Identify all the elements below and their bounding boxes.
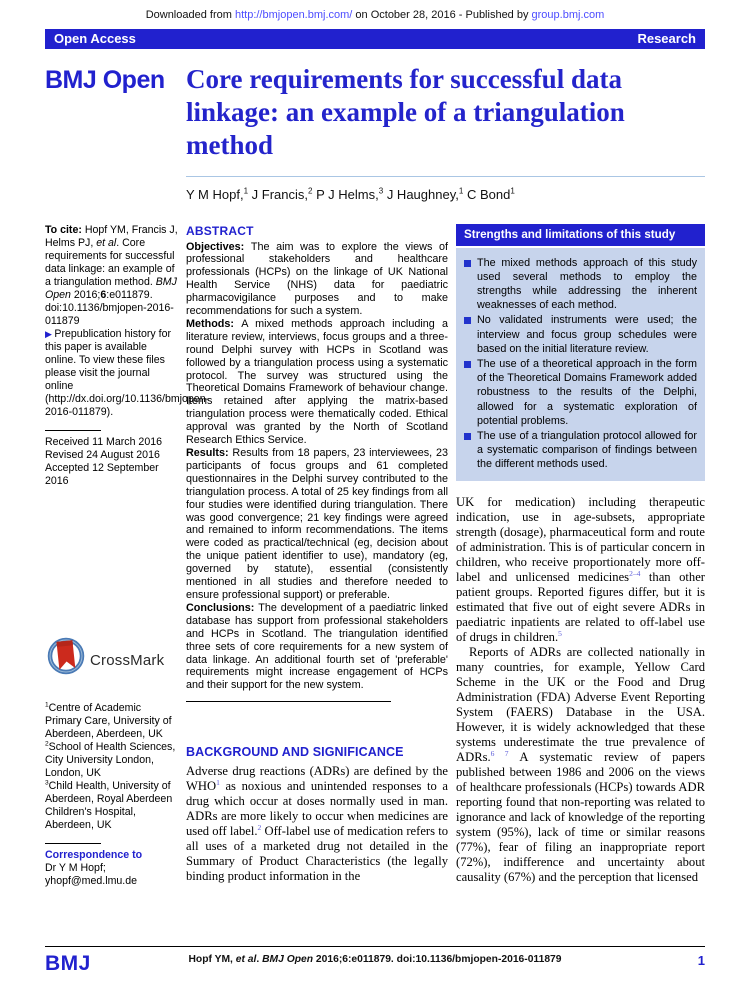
title-block [186, 63, 705, 202]
article-dates [45, 436, 178, 488]
revised-date: Revised 24 August 2016 [45, 448, 160, 461]
body-paragraph-2: Reports of ADRs are collected nationally in many countries, for example, Yellow Card Scheme in the UK or the Food and Drug Administration (FDA) Adverse Event Reporting System (FAERS) Database in the USA. However, it is widely acknowledged that these systems underestimate the true prevalence of ADRs.$^{6 7}$ A systematic review of papers published between 1986 and 2006 on the views of healthcare professionals (HCPs) towards ADR reporting found that non-reporting was related to ignorance and lack of knowledge of the reporting system (95%), lack of time or similar reasons (77%), fear of filing an inappropriate report (72%), indifference and uncertainty about causality (67%) and the perception that licensed [456, 644, 706, 884]
abstract-objectives: Objectives: The aim was to explore the views of professional stakeholders and healthcare professionals (HCPs) on the linkage of UK National Health Service (NHS) data for paediatric pharmacovigilance purposes and to make recommendations for such a system. [186, 240, 448, 318]
bmj-logo: BMJ [45, 952, 91, 975]
strengths-box-body [456, 248, 705, 481]
main-content [45, 224, 705, 888]
accepted-date: Accepted 12 September 2016 [45, 461, 159, 487]
correspondence-email[interactable]: yhopf@med.lmu.de [45, 874, 138, 887]
affiliation-1: $^1$Centre of Academic Primary Care, University of Aberdeen, Aberdeen, UK [45, 701, 172, 740]
body-paragraph-1: UK for medication) including therapeutic indication, use in age-subsets, appropriate strength (dosage), pharmaceutical form and route of administration. This is of particular concern in children, who receive proportionately more off-label and unlicensed medicines$^{2-4}$ than other patient groups. Reported figures differ, but it is estimated that five out of eight severe ADRs in paediatric inpatients are related to off-label use of drugs in children.$^5$ [456, 494, 705, 644]
strengths-box-heading: Strengths and limitations of this study [456, 224, 705, 246]
affiliation-3: $^3$Child Health, University of Aberdeen, Royal Aberdeen Children's Hospital, Aberdeen, UK [45, 779, 173, 831]
strengths-bullet-4 [464, 429, 697, 472]
abstract-heading: ABSTRACT [186, 223, 254, 238]
strengths-bullet-4-text: The use of a triangulation protocol allowed for a systematic comparison of findings between the different methods used. [477, 430, 697, 471]
download-header[interactable]: Downloaded from http://bmjopen.bmj.com/ on October 28, 2016 - Published by group.bmj.com [145, 9, 605, 21]
abstract-column [186, 224, 448, 885]
abstract-results: Results: Results from 18 papers, 23 interviewees, 23 participants of focus groups and 61 completed questionnaires in the Delphi survey contributed to the triangulation process. A total of 25 key findings from all four studies were identified during triangulation. There was good convergence; 21 key findings were agreed and remained to inform recommendations. The items were coded as practical/technical (eg, decision about the unique patient identifier to use), mandatory (eg, governed by statute), essential (consistently mentioned in all studies and therefore needed to ensure professional support) or preferable. [186, 447, 448, 601]
strengths-bullet-3-text: The use of a theoretical approach in the form of the Theoretical Domains Framework added robustness to the results of the Delphi, allowed for a systematic exploration of potential problems. [477, 358, 697, 427]
section-banner [45, 29, 705, 49]
strengths-bullet-2 [464, 313, 697, 356]
page-footer [45, 946, 705, 976]
correspondence-name: Dr Y M Hopf; [45, 861, 106, 874]
article-title: Core requirements for successful data linkage: an example of a triangulation method [186, 64, 625, 161]
abstract-conclusions: Conclusions: The development of a paediatric linked database has support from professional stakeholders and HCPs in Scotland. The triangulation identified three sets of core requirements for a new system of data linkage. An additional fourth set of 'preferable' requirements might increase engagement of HCPs and their support for the new system. [186, 601, 448, 692]
citation-block: To cite: Hopf YM, Francis J, Helms PJ, et al. Core requirements for successful data linkage: an example of a triangulation method. BMJ Open 2016;6:e011879. doi:10.1136/bmjopen-2016-011879 [45, 223, 178, 327]
correspondence-heading: Correspondence to [45, 848, 143, 861]
affiliation-2: $^2$School of Health Sciences, City University London, London, UK [45, 740, 176, 779]
strengths-bullet-2-text: No validated instruments were used; the interview and focus group schedules were based on the initial literature review. [477, 314, 697, 355]
strengths-bullet-1 [464, 256, 697, 313]
strengths-box [456, 224, 705, 481]
square-bullet-icon [464, 361, 471, 368]
background-paragraph: Adverse drug reactions (ADRs) are defined by the WHO$^1$ as noxious and unintended responses to a drug which occur at doses normally used in man. ADRs are more likely to occur when medicines are used off label.$^2$ Off-label use of medication refers to all uses of a marketed drug not detailed in the Summary of Product Characteristics (the legally binding product information in the [186, 764, 448, 884]
crossmark-label: CrossMark [90, 652, 165, 670]
crossmark-badge[interactable] [45, 636, 178, 686]
prepublication-note[interactable]: ▶ Prepublication history for this paper is available online. To view these files please visit the journal online (http://dx.doi.org/10.1136/bmjopen-2016-011879). [45, 327, 210, 418]
square-bullet-icon [464, 317, 471, 324]
background-heading: BACKGROUND AND SIGNIFICANCE [186, 745, 404, 760]
page-number: 1 [697, 953, 705, 968]
received-date: Received 11 March 2016 [45, 435, 162, 448]
abstract-methods: Methods: A mixed methods approach including a literature review, interviews, focus groups and a three-round Delphi survey with HCPs in Scotland was followed by a triangulation process using a systematic protocol. The survey was structured using the Theoretical Domains Framework of behaviour change. Items retained after applying the matrix-based triangulation process were thematically coded. Ethical approval was granted by the North of Scotland Research Ethics Service. [186, 317, 448, 447]
footer-citation: Hopf YM, et al. BMJ Open 2016;6:e011879. doi:10.1136/bmjopen-2016-011879 [188, 954, 562, 965]
square-bullet-icon [464, 433, 471, 440]
abstract-end-divider [186, 701, 391, 702]
left-sidebar [45, 223, 210, 888]
square-bullet-icon [464, 260, 471, 267]
masthead [45, 63, 705, 202]
affiliations [45, 702, 178, 832]
crossmark-icon [45, 636, 87, 686]
sidebar-divider [45, 430, 101, 431]
open-access-label: Open Access [54, 31, 136, 46]
correspondence-divider [45, 843, 101, 844]
strengths-bullet-3 [464, 357, 697, 428]
bmj-open-logo: BMJ Open [45, 66, 165, 94]
right-column [456, 224, 705, 885]
strengths-bullet-1-text: The mixed methods approach of this study used several methods to employ the strengths while addressing the inherent weaknesses of each method. [477, 256, 697, 312]
research-label: Research [637, 31, 696, 46]
author-list: Y M Hopf,$^1$ J Francis,$^2$ P J Helms,$^3$ J Haughney,$^1$ C Bond$^1$ [186, 186, 515, 202]
